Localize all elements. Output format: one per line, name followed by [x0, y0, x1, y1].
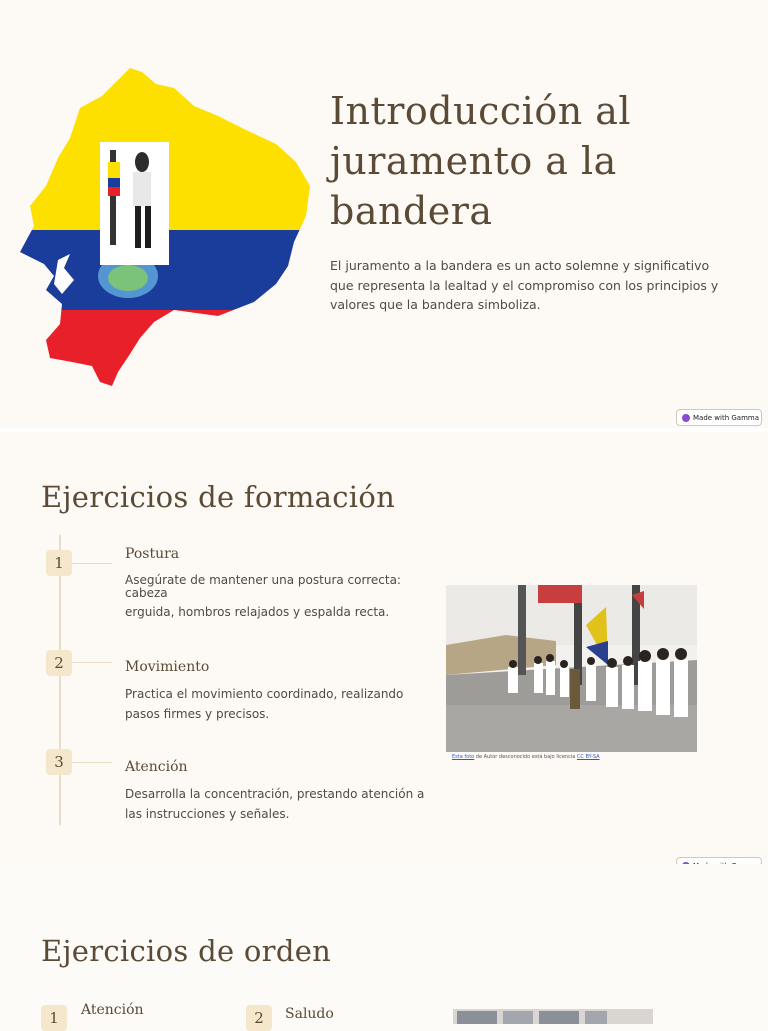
gamma-logo-icon	[682, 414, 690, 422]
step-number-badge: 3	[46, 749, 72, 775]
ecuador-flag-map-image	[18, 66, 313, 394]
step-text: Desarrolla la concentración, prestando atención a las instrucciones y señales.	[125, 787, 425, 821]
badge-label: Made with Gamma	[693, 414, 760, 422]
step-title: Postura	[125, 546, 180, 562]
caption-photo-link[interactable]: Esta foto	[452, 754, 475, 760]
slide-formation-exercises	[0, 432, 768, 864]
order-exercise-photo	[453, 1009, 653, 1024]
slide-description: El juramento a la bandera es un acto solemne y significativo que representa la lealtad y el compromiso con los principios y valores que la bandera simboliza.	[330, 258, 719, 312]
step-text-continued: erguida, hombros relajados y espalda recta.	[125, 605, 390, 619]
step-number-badge: 2	[46, 650, 72, 676]
item-number-badge: 1	[41, 1005, 67, 1031]
section-title: Ejercicios de orden	[41, 934, 332, 968]
students-formation-photo	[446, 585, 697, 752]
timeline-line	[59, 535, 61, 825]
made-with-gamma-badge[interactable]	[676, 409, 762, 426]
timeline-connector	[72, 662, 112, 663]
caption-text: de Autor desconocido está bajo licencia	[474, 754, 577, 760]
step-text: Asegúrate de mantener una postura correcta: cabeza	[125, 573, 401, 600]
slide-introduction	[0, 0, 768, 432]
item-number-badge: 2	[246, 1005, 272, 1031]
timeline-connector	[72, 762, 112, 763]
step-text: Practica el movimiento coordinado, realizando pasos firmes y precisos.	[125, 687, 404, 721]
item-title: Atención	[81, 1002, 144, 1018]
item-title: Saludo	[285, 1006, 334, 1022]
caption-license-link[interactable]: CC BY-SA	[576, 754, 600, 760]
step-title: Atención	[125, 759, 188, 775]
slide-order-exercises	[0, 864, 768, 1027]
step-number-badge: 1	[46, 550, 72, 576]
timeline-connector	[72, 563, 112, 564]
step-title: Movimiento	[125, 659, 210, 675]
slide-title: Introducción al juramento a la bandera	[330, 89, 632, 233]
photo-caption	[452, 754, 600, 760]
section-title: Ejercicios de formación	[41, 480, 396, 514]
